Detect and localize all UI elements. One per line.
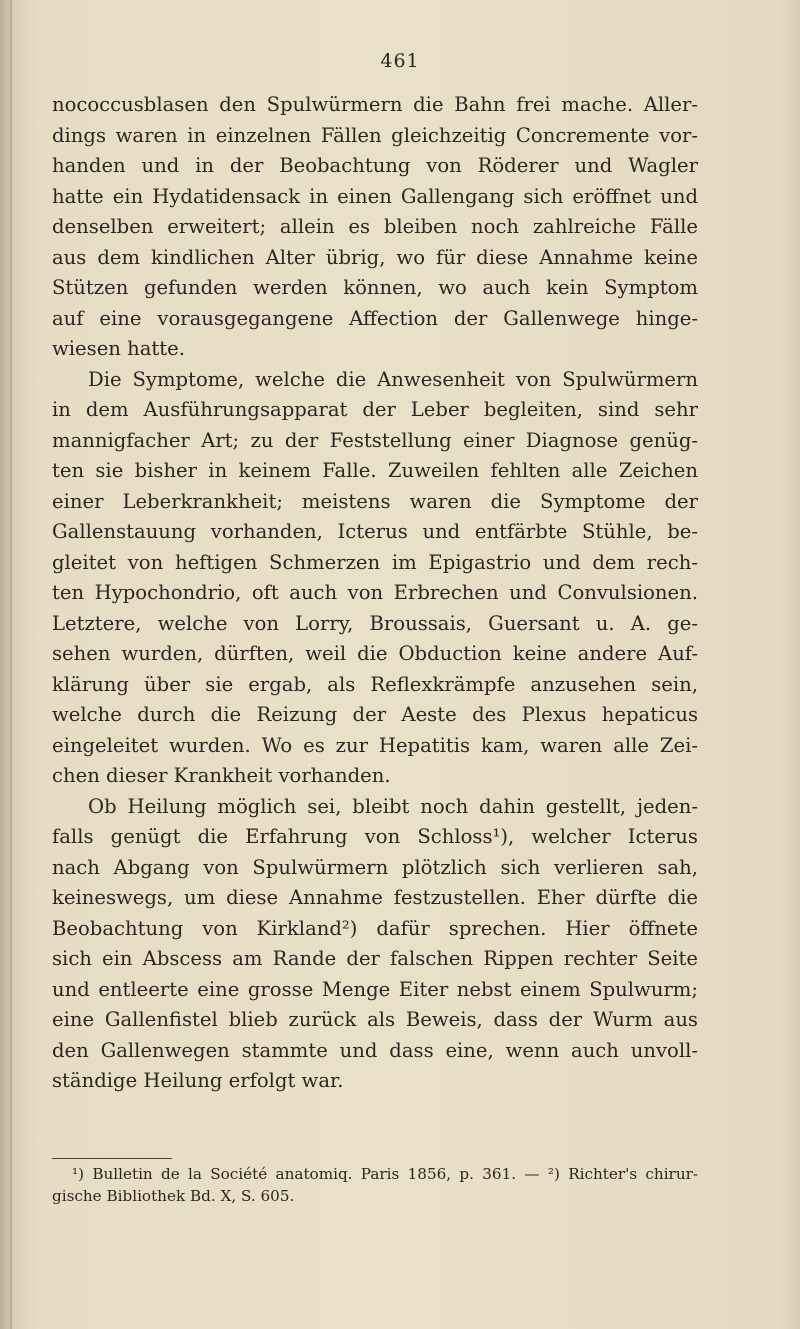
text-line: keineswegs, um diese Annahme festzustellen. Eher dürfte die: [52, 886, 698, 909]
text-line: sich ein Abscess am Rande der falschen Rippen rechter Seite: [52, 947, 698, 970]
text-line: nococcusblasen den Spulwürmern die Bahn frei mache. Aller-: [52, 93, 698, 116]
text-line: mannigfacher Art; zu der Feststellung einer Diagnose genüg-: [52, 428, 698, 452]
text-line: sehen wurden, dürften, weil die Obduction keine andere Auf-: [52, 642, 698, 665]
text-line: denselben erweitert; allein es bleiben noch zahlreiche Fälle: [52, 215, 698, 238]
text-line: Stützen gefunden werden können, wo auch kein Symptom: [52, 276, 698, 299]
text-line: dings waren in einzelnen Fällen gleichzeitig Concremente vor-: [52, 123, 698, 147]
text-line: den Gallenwegen stammte und dass eine, wenn auch unvoll-: [52, 1038, 698, 1062]
text-line: handen und in der Beobachtung von Röderer und Wagler: [52, 154, 698, 177]
text-line: Gallenstauung vorhanden, Icterus und entfärbte Stühle, be-: [52, 520, 698, 543]
footnotes: [52, 1163, 698, 1207]
text-line: hatte ein Hydatidensack in einen Gallengang sich eröffnet und: [52, 184, 698, 208]
footnote-divider: [52, 1158, 172, 1159]
text-line: eine Gallenfistel blieb zurück als Beweis, dass der Wurm aus: [52, 1008, 698, 1031]
text-line: ten Hypochondrio, oft auch von Erbrechen und Convulsionen.: [52, 581, 698, 604]
binding-gutter: [10, 0, 12, 1329]
text-line: Beobachtung von Kirkland²) dafür sprechen. Hier öffnete: [52, 916, 698, 940]
text-line: einer Leberkrankheit; meistens waren die Symptome der: [52, 489, 698, 513]
text-line: klärung über sie ergab, als Reflexkrämpfe anzusehen sein,: [52, 672, 698, 696]
text-line: Die Symptome, welche die Anwesenheit von Spulwürmern: [88, 367, 698, 391]
text-line: wiesen hatte.: [52, 337, 186, 360]
text-line: und entleerte eine grosse Menge Eiter nebst einem Spulwurm;: [52, 977, 698, 1001]
text-line: gleitet von heftigen Schmerzen im Epigastrio und dem rech-: [52, 550, 698, 574]
text-line: eingeleitet wurden. Wo es zur Hepatitis kam, waren alle Zei-: [52, 733, 698, 757]
body-text: [52, 90, 698, 1097]
page-number: 461: [380, 50, 420, 72]
text-line: in dem Ausführungsapparat der Leber begleiten, sind sehr: [52, 398, 698, 421]
text-line: falls genügt die Erfahrung von Schloss¹), welcher Icterus: [52, 825, 698, 848]
text-line: ständige Heilung erfolgt war.: [52, 1069, 344, 1092]
text-line: auf eine vorausgegangene Affection der Gallenwege hinge-: [52, 306, 698, 330]
text-line: ten sie bisher in keinem Falle. Zuweilen fehlten alle Zeichen: [52, 459, 698, 482]
text-line: chen dieser Krankheit vorhanden.: [52, 764, 391, 787]
footnote-line: gische Bibliothek Bd. X, S. 605.: [52, 1187, 295, 1205]
text-line: welche durch die Reizung der Aeste des Plexus hepaticus: [52, 703, 698, 726]
text-line: Letztere, welche von Lorry, Broussais, Guersant u. A. ge-: [52, 611, 698, 635]
text-line: Ob Heilung möglich sei, bleibt noch dahin gestellt, jeden-: [88, 794, 698, 818]
text-line: nach Abgang von Spulwürmern plötzlich sich verlieren sah,: [52, 855, 698, 879]
text-line: aus dem kindlichen Alter übrig, wo für diese Annahme keine: [52, 245, 698, 269]
footnote-line: ¹) Bulletin de la Société anatomiq. Paris 1856, p. 361. — ²) Richter's chirur-: [72, 1165, 698, 1183]
